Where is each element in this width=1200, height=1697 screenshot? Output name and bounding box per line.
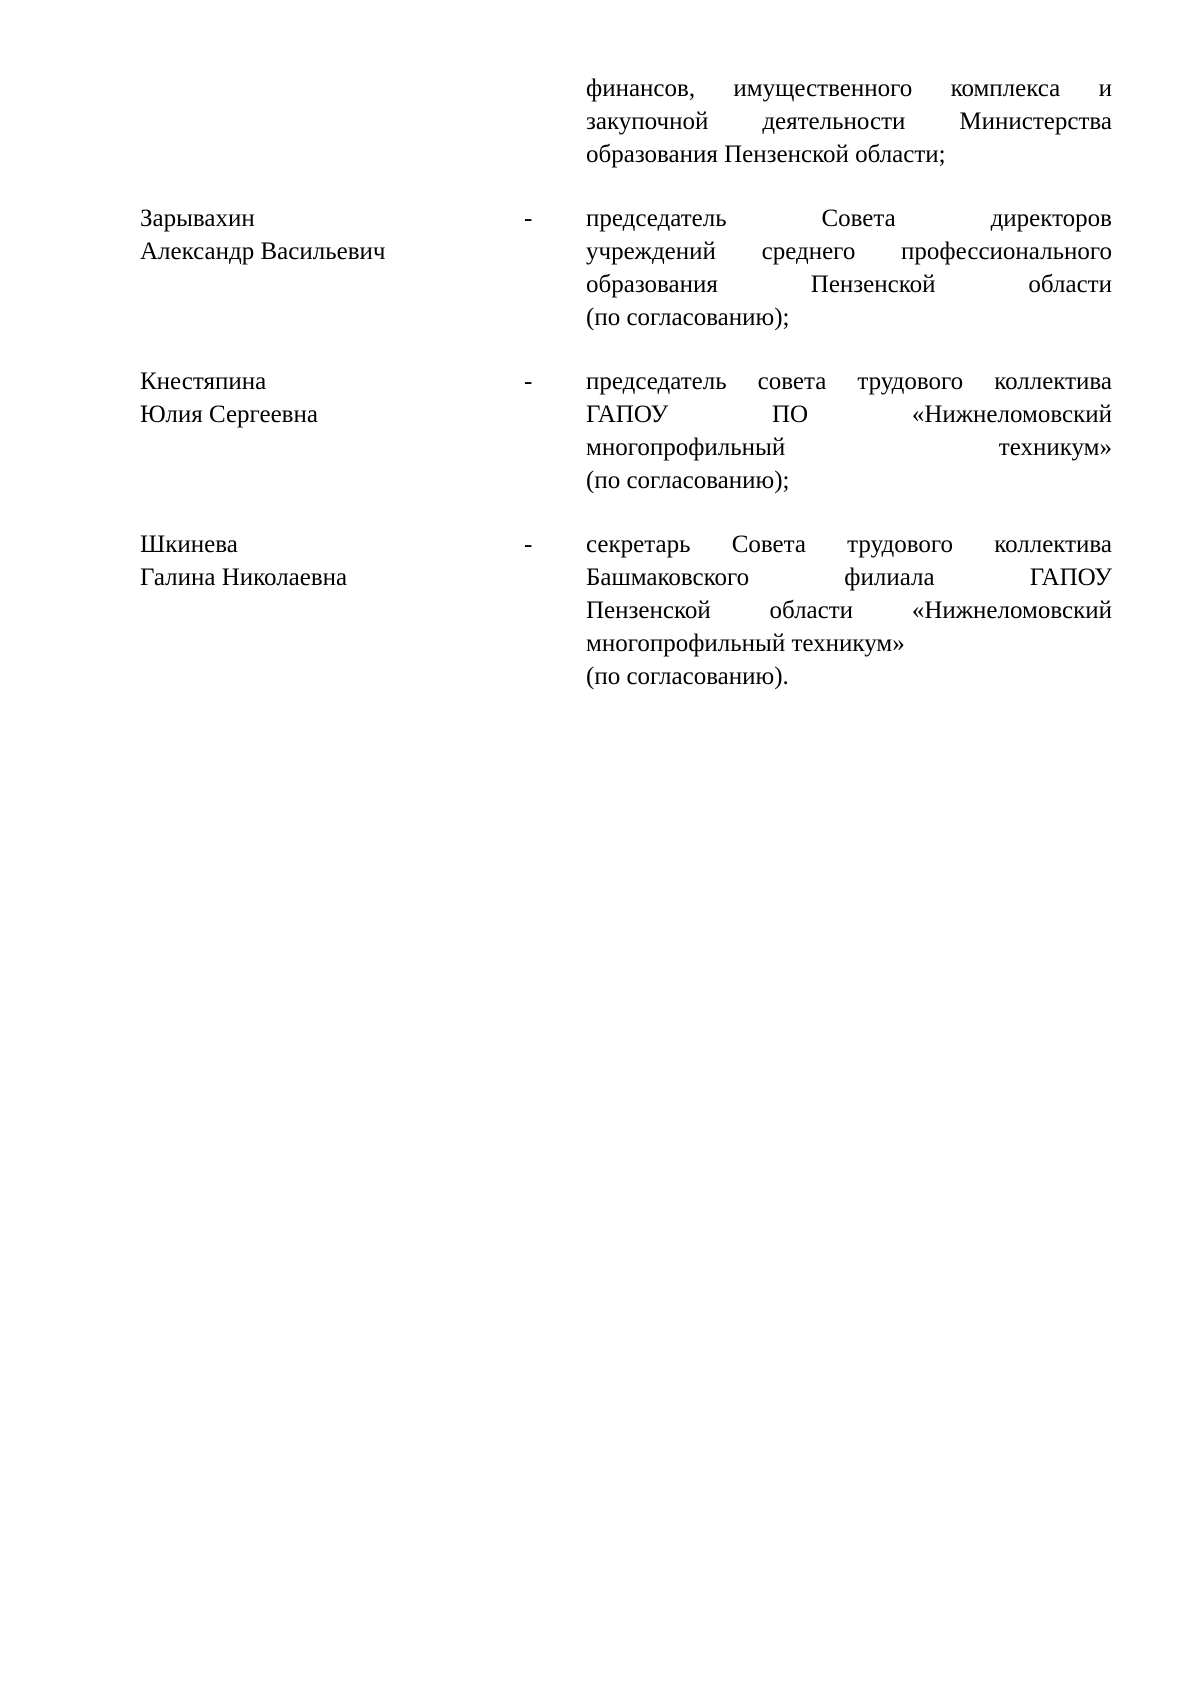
role-word: филиала (844, 564, 935, 591)
member-surname: Шкинева (140, 531, 238, 558)
role-line (586, 528, 1112, 561)
role-word: ПО (771, 401, 809, 428)
role-line (586, 72, 1112, 105)
role-word: Министерства (959, 108, 1112, 135)
member-name (140, 365, 500, 431)
role-line (586, 138, 1112, 171)
role-line (586, 660, 1112, 693)
role-word: Совета (821, 205, 896, 232)
role-line (586, 398, 1112, 431)
member-role (586, 528, 1112, 693)
role-line (586, 561, 1112, 594)
role-word: многопрофильный (586, 434, 786, 461)
role-line (586, 301, 1112, 334)
role-word: среднего (761, 238, 856, 265)
member-surname: Зарывахин (140, 205, 255, 232)
role-line (586, 235, 1112, 268)
role-word: финансов, (586, 75, 696, 102)
role-word: директоров (990, 205, 1112, 232)
role-word: Пензенской (810, 271, 936, 298)
member-name (140, 202, 500, 268)
role-line (586, 627, 1112, 660)
role-word: «Нижнеломовский (911, 401, 1112, 428)
role-word: председатель (586, 205, 727, 232)
member-given-name: Галина Николаевна (140, 564, 348, 591)
role-word: «Нижнеломовский (911, 597, 1112, 624)
role-word: трудового (857, 368, 964, 395)
role-line (586, 202, 1112, 235)
member-surname: Кнестяпина (140, 368, 267, 395)
role-word: комплекса (950, 75, 1061, 102)
role-word: коллектива (994, 531, 1112, 558)
member-given-name: Александр Васильевич (140, 238, 386, 265)
continuation-text (586, 72, 1112, 171)
role-word: секретарь (586, 531, 691, 558)
role-word: ГАПОУ (586, 401, 669, 428)
member-dash: - (524, 205, 533, 232)
role-line (586, 105, 1112, 138)
role-word: профессионального (901, 238, 1112, 265)
role-word: деятельности (762, 108, 906, 135)
role-word: области (769, 597, 854, 624)
role-word: (по согласованию); (586, 304, 790, 331)
role-word: образования (586, 271, 718, 298)
role-word: (по согласованию); (586, 467, 790, 494)
role-word: совета (757, 368, 827, 395)
role-line (586, 268, 1112, 301)
role-line (586, 431, 1112, 464)
role-word: Башмаковского (586, 564, 750, 591)
role-word: области (1028, 271, 1112, 298)
member-role (586, 202, 1112, 334)
role-word: закупочной (586, 108, 709, 135)
role-word: образования Пензенской области; (586, 141, 946, 168)
member-dash: - (524, 531, 533, 558)
member-name (140, 528, 500, 594)
role-word: Пензенской (586, 597, 711, 624)
role-line (586, 365, 1112, 398)
member-dash: - (524, 368, 533, 395)
role-word: председатель (586, 368, 727, 395)
role-line (586, 464, 1112, 497)
member-given-name: Юлия Сергеевна (140, 401, 318, 428)
role-word: Совета (731, 531, 806, 558)
role-line (586, 594, 1112, 627)
role-word: и (1098, 75, 1112, 102)
role-word: многопрофильный техникум» (586, 630, 905, 657)
role-word: имущественного (733, 75, 913, 102)
role-word: ГАПОУ (1029, 564, 1112, 591)
role-word: коллектива (994, 368, 1112, 395)
role-word: (по согласованию). (586, 663, 789, 690)
role-word: трудового (847, 531, 953, 558)
role-word: учреждений (586, 238, 716, 265)
member-role (586, 365, 1112, 497)
role-word: техникум» (998, 434, 1112, 461)
